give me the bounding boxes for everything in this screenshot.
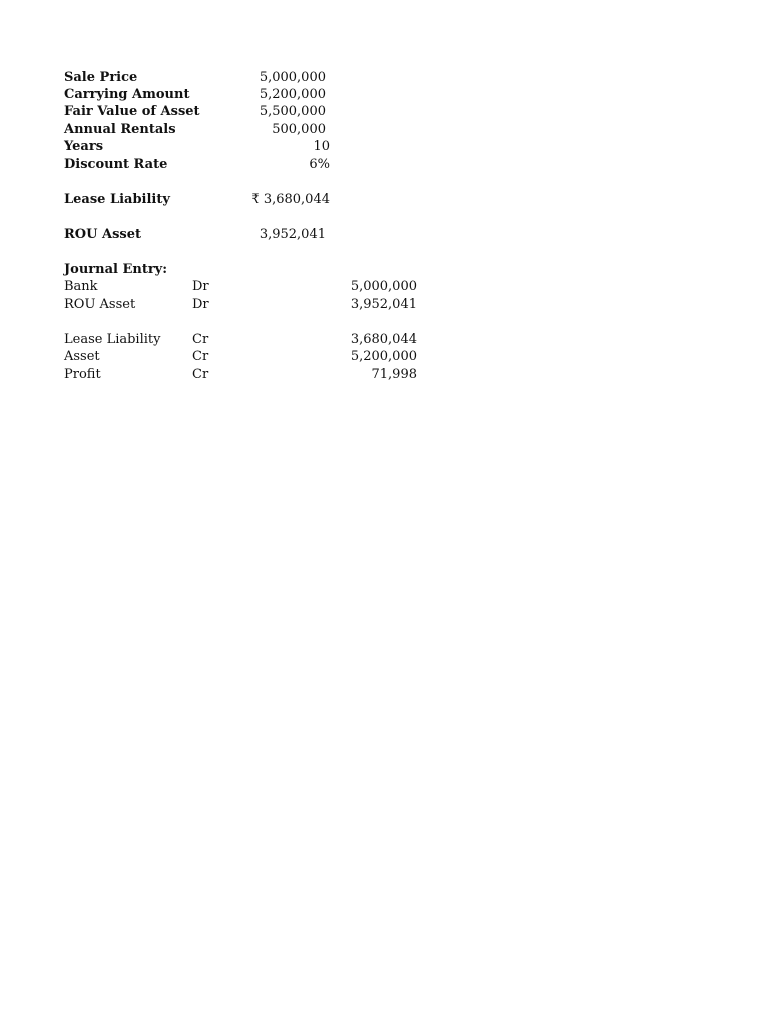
journal-account: Profit [64,367,101,382]
input-value: 5,200,000 [259,87,326,102]
journal-side: Dr [192,279,209,294]
journal-side: Cr [192,349,209,364]
lease-liability-label: Lease Liability [64,192,170,207]
journal-heading: Journal Entry: [64,262,168,277]
journal-credit-row [0,348,768,365]
input-value: 5,500,000 [259,104,326,119]
rou-asset-value: 3,952,041 [259,227,326,242]
journal-account: ROU Asset [64,297,136,312]
journal-side: Cr [192,332,209,347]
journal-amount: 3,952,041 [350,297,417,312]
input-label: Sale Price [64,70,138,85]
rou-asset-row [0,226,768,243]
journal-amount: 3,680,044 [350,332,417,347]
journal-debit-row [0,296,768,313]
input-label: Carrying Amount [64,87,190,102]
input-row-sale-price [0,69,768,86]
journal-credit-row [0,366,768,383]
journal-side: Cr [192,367,209,382]
input-row-annual-rentals [0,121,768,138]
journal-account: Bank [64,279,98,294]
journal-debit-row [0,278,768,295]
input-value: 10 [313,139,330,154]
lease-liability-value: ₹ 3,680,044 [251,192,330,207]
journal-side: Dr [192,297,209,312]
input-row-carrying-amount [0,86,768,103]
input-value: 5,000,000 [259,70,326,85]
journal-credit-row [0,331,768,348]
journal-amount: 5,000,000 [350,279,417,294]
input-value: 6% [309,157,330,172]
input-label: Fair Value of Asset [64,104,200,119]
input-label: Discount Rate [64,157,168,172]
input-label: Years [64,139,104,154]
input-value: 500,000 [272,122,326,137]
lease-liability-row [0,191,768,208]
input-row-years [0,138,768,155]
input-label: Annual Rentals [64,122,176,137]
journal-account: Asset [64,349,100,364]
journal-amount: 5,200,000 [350,349,417,364]
journal-account: Lease Liability [64,332,161,347]
input-row-fair-value [0,103,768,120]
journal-heading-row [0,261,768,278]
journal-amount: 71,998 [371,367,417,382]
input-row-discount-rate [0,156,768,173]
rou-asset-label: ROU Asset [64,227,141,242]
